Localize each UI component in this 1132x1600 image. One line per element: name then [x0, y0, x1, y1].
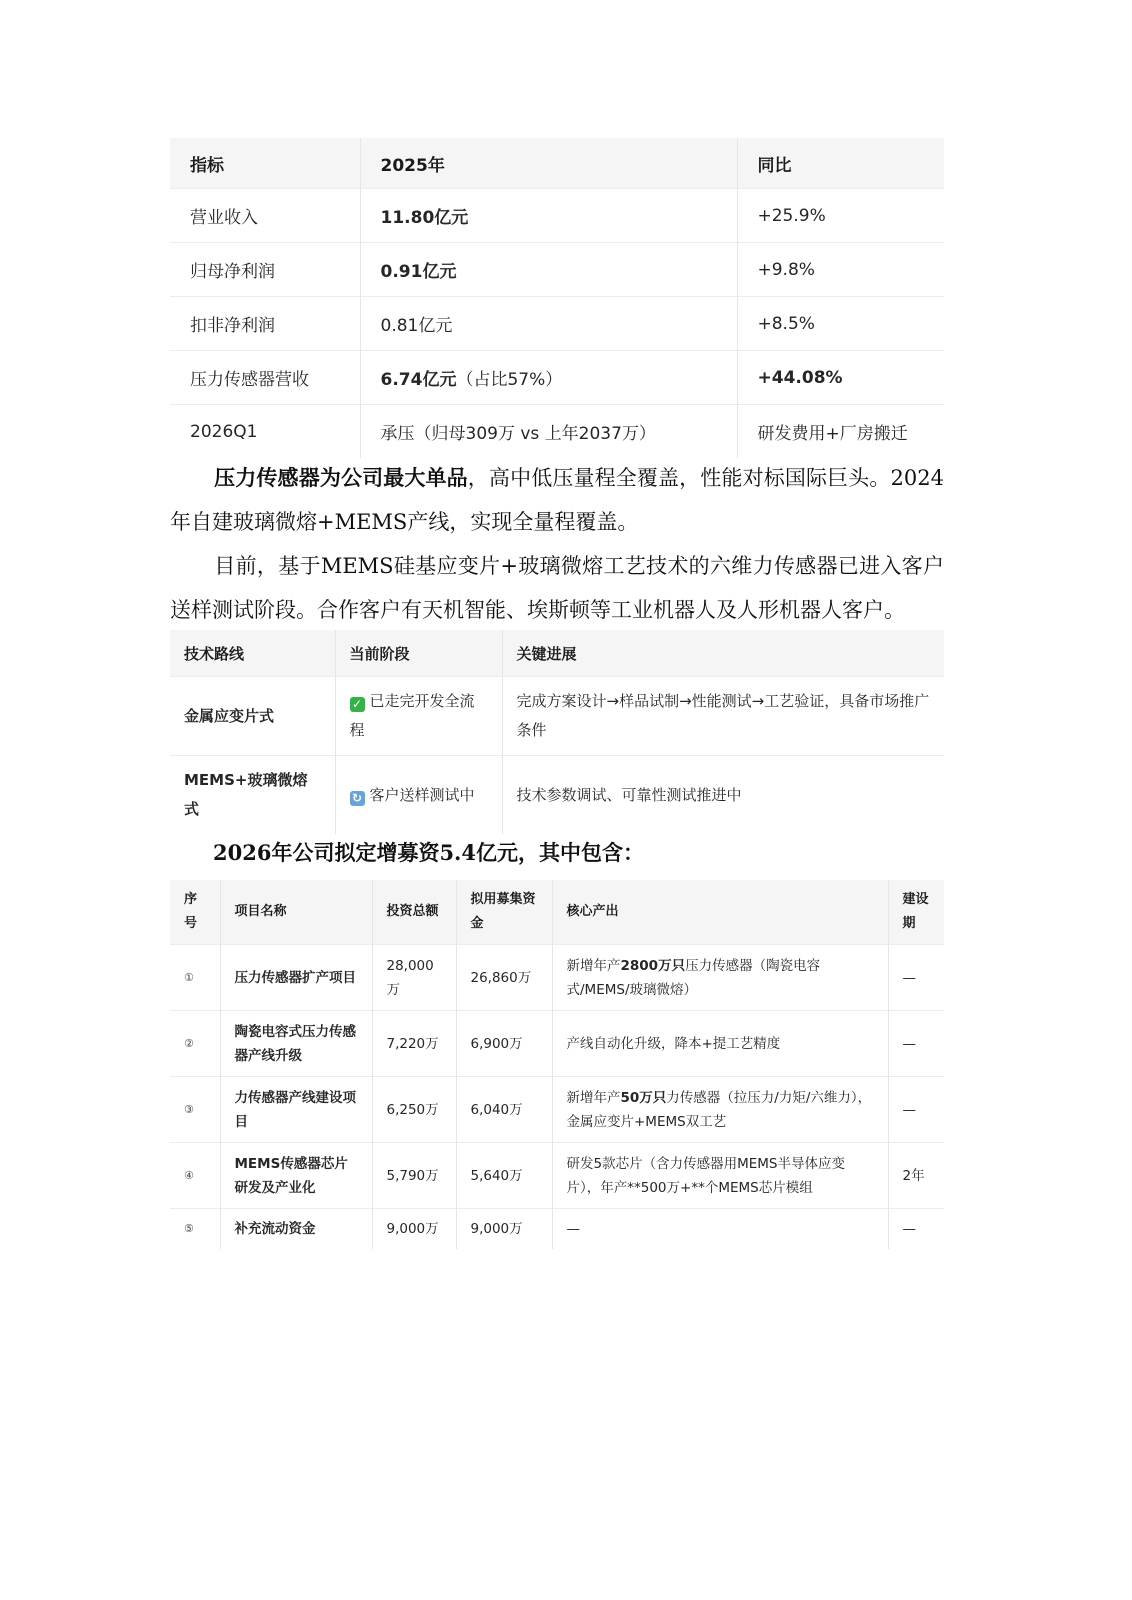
table-row	[170, 1077, 944, 1143]
table-row	[170, 297, 944, 351]
value-cell: 承压（归母309万 vs 上年2037万）	[360, 405, 737, 459]
period-cell: —	[888, 945, 944, 1011]
metric-cell: 归母净利润	[170, 243, 360, 297]
column-header: 核心产出	[552, 880, 888, 945]
paragraph-text: 目前，基于MEMS硅基应变片+玻璃微熔工艺技术的六维力传感器已进入客户送样测试阶段。合作客户有天机智能、埃斯顿等工业机器人及人形机器人客户。	[170, 554, 944, 622]
stage-text: 已走完开发全流程	[349, 692, 475, 739]
table-row	[170, 1143, 944, 1209]
column-header: 2025年	[360, 138, 737, 189]
output-bold: 2800万只	[620, 957, 686, 974]
output-cell: 产线自动化升级，降本+提工艺精度	[552, 1011, 888, 1077]
table-header-row	[170, 138, 944, 189]
column-header: 项目名称	[220, 880, 372, 945]
financial-summary-table	[170, 138, 944, 458]
period-cell: 2年	[888, 1143, 944, 1209]
total-investment-cell: 6,250万	[372, 1077, 456, 1143]
column-header: 同比	[737, 138, 944, 189]
route-cell: MEMS+玻璃微熔式	[170, 756, 335, 835]
index-cell: ③	[170, 1077, 220, 1143]
value-bold: 6.74亿元	[380, 370, 457, 390]
output-text: 力传感器（拉压力/力矩/六维力），金属应变片+MEMS双工艺	[566, 1089, 872, 1130]
project-name-cell: 压力传感器扩产项目	[220, 945, 372, 1011]
stage-cell	[335, 756, 502, 835]
column-header: 序号	[170, 880, 220, 945]
value-note: （占比57%）	[456, 370, 563, 390]
table-row	[170, 677, 944, 756]
value-cell: 0.91亿元	[360, 243, 737, 297]
paragraph-pressure-sensor	[170, 456, 944, 544]
output-text: 新增年产	[566, 957, 621, 974]
metric-cell: 压力传感器营收	[170, 351, 360, 405]
output-cell: 研发5款芯片（含力传感器用MEMS半导体应变片），年产**500万+**个MEMS芯片模组	[552, 1143, 888, 1209]
table-row	[170, 405, 944, 459]
yoy-cell: +8.5%	[737, 297, 944, 351]
project-name-cell: 力传感器产线建设项目	[220, 1077, 372, 1143]
yoy-cell: 研发费用+厂房搬迁	[737, 405, 944, 459]
index-cell: ②	[170, 1011, 220, 1077]
raised-funds-cell: 6,040万	[456, 1077, 552, 1143]
raised-funds-cell: 6,900万	[456, 1011, 552, 1077]
yoy-cell: +9.8%	[737, 243, 944, 297]
metric-cell: 营业收入	[170, 189, 360, 243]
check-icon: ✓	[350, 697, 365, 712]
index-cell: ⑤	[170, 1209, 220, 1250]
table-row	[170, 945, 944, 1011]
total-investment-cell: 7,220万	[372, 1011, 456, 1077]
output-cell: —	[552, 1209, 888, 1250]
output-cell	[552, 945, 888, 1011]
table-row	[170, 189, 944, 243]
stage-cell	[335, 677, 502, 756]
output-bold: 50万只	[620, 1089, 667, 1106]
project-name-cell: MEMS传感器芯片研发及产业化	[220, 1143, 372, 1209]
total-investment-cell: 28,000万	[372, 945, 456, 1011]
column-header: 技术路线	[170, 630, 335, 677]
metric-cell: 2026Q1	[170, 405, 360, 459]
paragraph-text: ，高中低压量程全覆盖，性能对标国际巨头。2024年自建玻璃微熔+MEMS产线，实现全量程覆盖。	[170, 466, 944, 534]
project-name-cell: 补充流动资金	[220, 1209, 372, 1250]
progress-cell: 技术参数调试、可靠性测试推进中	[502, 756, 944, 835]
stage-text: 客户送样测试中	[369, 785, 475, 804]
raised-funds-cell: 9,000万	[456, 1209, 552, 1250]
period-cell: —	[888, 1209, 944, 1250]
table-row	[170, 243, 944, 297]
table-header-row	[170, 630, 944, 677]
raised-funds-cell: 26,860万	[456, 945, 552, 1011]
table-row	[170, 756, 944, 835]
refresh-icon: ↻	[350, 791, 365, 806]
value-cell: 11.80亿元	[360, 189, 737, 243]
output-text: 新增年产	[566, 1089, 621, 1106]
total-investment-cell: 9,000万	[372, 1209, 456, 1250]
column-header: 指标	[170, 138, 360, 189]
table-header-row	[170, 880, 944, 945]
period-cell: —	[888, 1011, 944, 1077]
period-cell: —	[888, 1077, 944, 1143]
fundraising-heading: 2026年公司拟定增募资5.4亿元，其中包含：	[213, 840, 644, 865]
raised-funds-cell: 5,640万	[456, 1143, 552, 1209]
route-cell: 金属应变片式	[170, 677, 335, 756]
table-row	[170, 1209, 944, 1250]
fundraising-projects-table	[170, 880, 944, 1249]
metric-cell: 扣非净利润	[170, 297, 360, 351]
table-row	[170, 351, 944, 405]
yoy-cell: +44.08%	[737, 351, 944, 405]
project-name-cell: 陶瓷电容式压力传感器产线升级	[220, 1011, 372, 1077]
progress-cell: 完成方案设计→样品试制→性能测试→工艺验证，具备市场推广条件	[502, 677, 944, 756]
total-investment-cell: 5,790万	[372, 1143, 456, 1209]
paragraph-six-axis-sensor	[170, 544, 944, 632]
column-header: 拟用募集资金	[456, 880, 552, 945]
tech-route-table	[170, 630, 944, 834]
column-header: 投资总额	[372, 880, 456, 945]
index-cell: ①	[170, 945, 220, 1011]
column-header: 关键进展	[502, 630, 944, 677]
value-cell	[360, 351, 737, 405]
table-row	[170, 1011, 944, 1077]
paragraph-lead: 压力传感器为公司最大单品	[214, 465, 468, 490]
column-header: 当前阶段	[335, 630, 502, 677]
output-text: 压力传感器（陶瓷电容式/MEMS/玻璃微熔）	[566, 957, 821, 998]
index-cell: ④	[170, 1143, 220, 1209]
output-cell	[552, 1077, 888, 1143]
value-cell: 0.81亿元	[360, 297, 737, 351]
yoy-cell: +25.9%	[737, 189, 944, 243]
column-header: 建设期	[888, 880, 944, 945]
